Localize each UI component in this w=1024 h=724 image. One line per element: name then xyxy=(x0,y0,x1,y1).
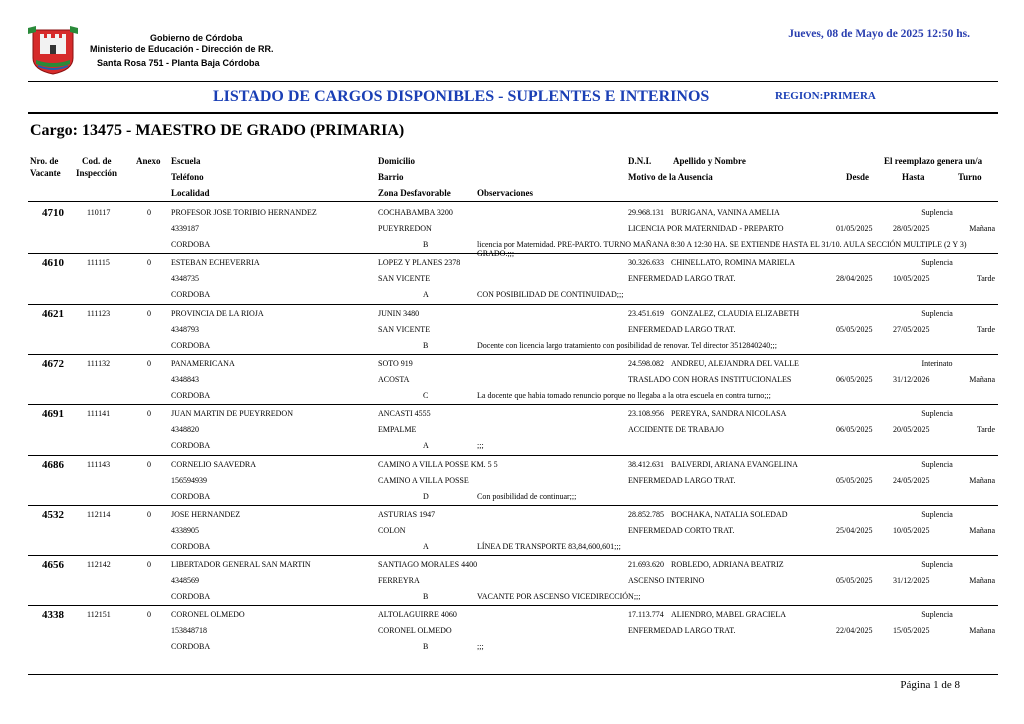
row-dni: 38.412.631 xyxy=(628,459,664,469)
report-title: LISTADO DE CARGOS DISPONIBLES - SUPLENTES E INTERINOS xyxy=(213,88,710,105)
row-desde: 25/04/2025 xyxy=(836,525,873,535)
row-cod: 111115 xyxy=(87,258,110,268)
row-dni: 23.451.619 xyxy=(628,308,664,318)
row-dni: 30.326.633 xyxy=(628,258,664,268)
page-number: Página 1 de 8 xyxy=(900,679,960,691)
row-separator xyxy=(28,354,998,355)
row-tipo: Suplencia xyxy=(921,409,953,419)
row-separator xyxy=(28,605,998,606)
row-telefono: 4348793 xyxy=(171,324,199,334)
row-domicilio: LOPEZ Y PLANES 2378 xyxy=(378,258,461,268)
header-bottom-rule xyxy=(28,201,998,202)
row-cod: 110117 xyxy=(87,208,111,217)
report-date: Jueves, 08 de Mayo de 2025 12:50 hs. xyxy=(788,28,970,40)
row-motivo: ENFERMEDAD CORTO TRAT. xyxy=(628,525,735,535)
org-name: Gobierno de Córdoba xyxy=(150,33,243,43)
row-nombre: ANDREU, ALEJANDRA DEL VALLE xyxy=(671,358,799,368)
row-motivo: ASCENSO INTERINO xyxy=(628,576,705,586)
row-nombre: ROBLEDO, ADRIANA BEATRIZ xyxy=(671,560,784,570)
row-hasta: 28/05/2025 xyxy=(893,224,930,233)
row-observaciones: Con posibilidad de continuar;;; xyxy=(477,491,577,501)
row-barrio: ACOSTA xyxy=(378,374,410,384)
row-escuela: PANAMERICANA xyxy=(171,358,235,368)
row-zona: B xyxy=(423,240,429,249)
row-cod: 111143 xyxy=(87,459,111,469)
row-dni: 29.968.131 xyxy=(628,208,664,217)
row-hasta: 31/12/2026 xyxy=(893,374,930,384)
region-label: REGION:PRIMERA xyxy=(775,90,876,102)
row-vacante: 4686 xyxy=(42,458,64,471)
row-cod: 111123 xyxy=(87,308,111,318)
row-observaciones: VACANTE POR ASCENSO VICEDIRECCIÓN;;; xyxy=(477,592,641,602)
col-reemplazo: El reemplazo genera un/a xyxy=(884,156,983,166)
row-zona: A xyxy=(423,441,429,451)
row-localidad: CORDOBA xyxy=(171,541,211,551)
row-escuela: CORNELIO SAAVEDRA xyxy=(171,459,256,469)
row-hasta: 15/05/2025 xyxy=(893,626,930,636)
row-telefono: 4338905 xyxy=(171,525,199,535)
row-observaciones: ;;; xyxy=(477,642,484,652)
col-vacante: Vacante xyxy=(30,168,61,178)
row-escuela: LIBERTADOR GENERAL SAN MARTIN xyxy=(171,560,311,570)
row-turno: Mañana xyxy=(969,525,995,535)
row-escuela: PROFESOR JOSE TORIBIO HERNANDEZ xyxy=(171,208,317,217)
row-domicilio: ALTOLAGUIRRE 4060 xyxy=(378,610,457,620)
row-telefono: 156594939 xyxy=(171,475,207,485)
cargo-heading: Cargo: 13475 - MAESTRO DE GRADO (PRIMARIA) xyxy=(30,122,405,139)
row-observaciones: LÍNEA DE TRANSPORTE 83,84,600,601;;; xyxy=(477,541,621,551)
col-motivo: Motivo de la Ausencia xyxy=(628,172,713,182)
row-anexo: 0 xyxy=(147,409,151,419)
row-tipo: Suplencia xyxy=(921,308,953,318)
row-desde: 05/05/2025 xyxy=(836,324,873,334)
row-zona: B xyxy=(423,340,429,350)
row-domicilio: CAMINO A VILLA POSSE KM. 5 5 xyxy=(378,459,498,469)
row-hasta: 31/12/2025 xyxy=(893,576,930,586)
row-anexo: 0 xyxy=(147,560,151,570)
row-nombre: ALIENDRO, MABEL GRACIELA xyxy=(671,610,787,620)
row-escuela: JOSE HERNANDEZ xyxy=(171,509,241,519)
row-barrio: SAN VICENTE xyxy=(378,324,431,334)
row-desde: 05/05/2025 xyxy=(836,576,873,586)
row-dni: 24.598.082 xyxy=(628,358,664,368)
row-observaciones: La docente que habia tomado renuncio porque no llegaba a la otra escuela en contra turno;;; xyxy=(477,390,771,400)
row-dni: 21.693.620 xyxy=(628,560,664,570)
row-anexo: 0 xyxy=(147,208,151,217)
col-desde: Desde xyxy=(846,172,869,182)
row-turno: Tarde xyxy=(976,324,995,334)
row-tipo: Suplencia xyxy=(921,509,953,519)
col-localidad: Localidad xyxy=(171,188,210,198)
row-vacante: 4610 xyxy=(42,257,64,270)
col-nro-de: Nro. de xyxy=(30,156,59,166)
row-domicilio: SOTO 919 xyxy=(378,358,413,368)
row-observaciones: CON POSIBILIDAD DE CONTINUIDAD;;; xyxy=(477,290,624,300)
row-anexo: 0 xyxy=(147,610,151,620)
row-separator xyxy=(28,555,998,556)
org-address: Santa Rosa 751 - Planta Baja Córdoba xyxy=(97,58,260,68)
row-tipo: Suplencia xyxy=(921,610,953,620)
row-vacante: 4532 xyxy=(42,508,64,521)
row-nombre: BOCHAKA, NATALIA SOLEDAD xyxy=(671,509,788,519)
row-localidad: CORDOBA xyxy=(171,290,211,300)
row-nombre: GONZALEZ, CLAUDIA ELIZABETH xyxy=(671,308,800,318)
row-desde: 06/05/2025 xyxy=(836,374,873,384)
col-observaciones: Observaciones xyxy=(477,188,533,198)
row-localidad: CORDOBA xyxy=(171,642,211,652)
row-motivo: ENFERMEDAD LARGO TRAT. xyxy=(628,274,736,284)
row-desde: 05/05/2025 xyxy=(836,475,873,485)
row-telefono: 4348843 xyxy=(171,374,199,384)
row-motivo: ENFERMEDAD LARGO TRAT. xyxy=(628,324,736,334)
row-observaciones: ;;; xyxy=(477,441,484,451)
row-nombre: CHINELLATO, ROMINA MARIELA xyxy=(671,258,796,268)
row-zona: B xyxy=(423,642,429,652)
col-cod-de: Cod. de xyxy=(82,156,112,166)
row-telefono: 4348735 xyxy=(171,274,199,284)
row-domicilio: ASTURIAS 1947 xyxy=(378,509,436,519)
col-apellido: Apellido y Nombre xyxy=(673,156,746,166)
row-motivo: ACCIDENTE DE TRABAJO xyxy=(628,425,724,435)
row-anexo: 0 xyxy=(147,258,151,268)
row-nombre: BURIGANA, VANINA AMELIA xyxy=(671,208,780,217)
col-anexo: Anexo xyxy=(136,156,161,166)
org-ministry: Ministerio de Educación - Dirección de RR. xyxy=(90,44,274,54)
row-cod: 112142 xyxy=(87,560,111,570)
row-tipo: Suplencia xyxy=(921,208,953,217)
row-barrio: CORONEL OLMEDO xyxy=(378,626,452,636)
row-telefono: 153848718 xyxy=(171,626,207,636)
row-localidad: CORDOBA xyxy=(171,340,211,350)
row-hasta: 27/05/2025 xyxy=(893,324,930,334)
row-separator xyxy=(28,455,998,456)
row-escuela: JUAN MARTIN DE PUEYRREDON xyxy=(171,409,293,419)
col-barrio: Barrio xyxy=(378,172,404,182)
row-dni: 23.108.956 xyxy=(628,409,664,419)
row-motivo: LICENCIA POR MATERNIDAD - PREPARTO xyxy=(628,224,784,233)
row-turno: Mañana xyxy=(969,475,995,485)
row-escuela: ESTEBAN ECHEVERRIA xyxy=(171,258,260,268)
col-domicilio: Domicilio xyxy=(378,156,415,166)
row-desde: 01/05/2025 xyxy=(836,224,873,233)
row-turno: Mañana xyxy=(969,224,995,233)
row-localidad: CORDOBA xyxy=(171,491,211,501)
row-observaciones: licencia por Maternidad. PRE-PARTO. TURNO MAÑANA 8:30 A 12:30 HA. SE EXTIENDE HASTA EL 31/10. AULA SECCIÓN MULTIPLE (2 Y 3) xyxy=(477,240,967,249)
row-observaciones: Docente con licencia largo tratamiento con posibilidad de renovar. Tel director 3512840240;;; xyxy=(477,340,777,350)
row-dni: 17.113.774 xyxy=(628,610,664,620)
row-cod: 111132 xyxy=(87,358,111,368)
title-rule xyxy=(28,112,998,114)
row-nombre: PEREYRA, SANDRA NICOLASA xyxy=(671,409,787,419)
col-hasta: Hasta xyxy=(902,172,925,182)
row-hasta: 10/05/2025 xyxy=(893,525,930,535)
row-tipo: Suplencia xyxy=(921,560,953,570)
row-anexo: 0 xyxy=(147,308,151,318)
row-zona: A xyxy=(423,290,429,300)
row-barrio: COLON xyxy=(378,525,406,535)
row-barrio: FERREYRA xyxy=(378,576,420,586)
row-desde: 06/05/2025 xyxy=(836,425,873,435)
row-tipo: Interinato xyxy=(921,358,953,368)
row-turno: Mañana xyxy=(969,374,995,384)
col-inspeccion: Inspección xyxy=(76,168,118,178)
row-zona: B xyxy=(423,592,429,602)
row-separator xyxy=(28,404,998,405)
row-vacante: 4338 xyxy=(42,609,64,622)
row-desde: 28/04/2025 xyxy=(836,274,873,284)
row-nombre: BALVERDI, ARIANA EVANGELINA xyxy=(671,459,798,469)
row-vacante: 4710 xyxy=(42,207,64,219)
row-hasta: 24/05/2025 xyxy=(893,475,930,485)
row-barrio: SAN VICENTE xyxy=(378,274,431,284)
row-barrio: CAMINO A VILLA POSSE xyxy=(378,475,469,485)
row-vacante: 4656 xyxy=(42,559,64,572)
col-zona: Zona Desfavorable xyxy=(378,188,451,198)
row-turno: Tarde xyxy=(976,425,995,435)
col-escuela: Escuela xyxy=(171,156,201,166)
row-domicilio: SANTIAGO MORALES 4400 xyxy=(378,560,478,570)
row-telefono: 4348820 xyxy=(171,425,199,435)
row-turno: Mañana xyxy=(969,576,995,586)
row-hasta: 20/05/2025 xyxy=(893,425,930,435)
row-motivo: TRASLADO CON HORAS INSTITUCIONALES xyxy=(628,374,792,384)
row-desde: 22/04/2025 xyxy=(836,626,873,636)
row-separator xyxy=(28,505,998,506)
row-localidad: CORDOBA xyxy=(171,240,211,249)
col-turno: Turno xyxy=(958,172,982,182)
row-escuela: PROVINCIA DE LA RIOJA xyxy=(171,308,264,318)
row-tipo: Suplencia xyxy=(921,459,953,469)
row-domicilio: JUNIN 3480 xyxy=(378,308,420,318)
row-barrio: PUEYRREDON xyxy=(378,224,432,233)
row-tipo: Suplencia xyxy=(921,258,953,268)
row-cod: 111141 xyxy=(87,409,111,419)
row-separator xyxy=(28,253,998,254)
row-barrio: EMPALME xyxy=(378,425,417,435)
row-cod: 112151 xyxy=(87,610,111,620)
header-rule xyxy=(28,81,998,82)
cordoba-coat-of-arms-logo xyxy=(28,24,78,76)
row-zona: D xyxy=(423,491,429,501)
row-motivo: ENFERMEDAD LARGO TRAT. xyxy=(628,475,736,485)
row-localidad: CORDOBA xyxy=(171,592,211,602)
footer-rule xyxy=(28,674,998,675)
row-separator xyxy=(28,304,998,305)
row-localidad: CORDOBA xyxy=(171,390,211,400)
row-vacante: 4672 xyxy=(42,357,64,370)
row-turno: Mañana xyxy=(969,626,995,636)
row-zona: C xyxy=(423,390,429,400)
row-telefono: 4348569 xyxy=(171,576,199,586)
row-domicilio: COCHABAMBA 3200 xyxy=(378,208,453,217)
col-telefono: Teléfono xyxy=(171,172,204,182)
row-anexo: 0 xyxy=(147,459,151,469)
row-hasta: 10/05/2025 xyxy=(893,274,930,284)
row-turno: Tarde xyxy=(976,274,995,284)
row-dni: 28.852.785 xyxy=(628,509,664,519)
row-domicilio: ANCASTI 4555 xyxy=(378,409,431,419)
row-anexo: 0 xyxy=(147,358,151,368)
row-zona: A xyxy=(423,541,429,551)
row-motivo: ENFERMEDAD LARGO TRAT. xyxy=(628,626,736,636)
row-vacante: 4691 xyxy=(42,408,64,421)
row-localidad: CORDOBA xyxy=(171,441,211,451)
row-vacante: 4621 xyxy=(42,307,64,320)
row-anexo: 0 xyxy=(147,509,151,519)
col-dni: D.N.I. xyxy=(628,156,652,166)
row-cod: 112114 xyxy=(87,509,111,519)
row-telefono: 4339187 xyxy=(171,224,199,233)
row-escuela: CORONEL OLMEDO xyxy=(171,610,245,620)
